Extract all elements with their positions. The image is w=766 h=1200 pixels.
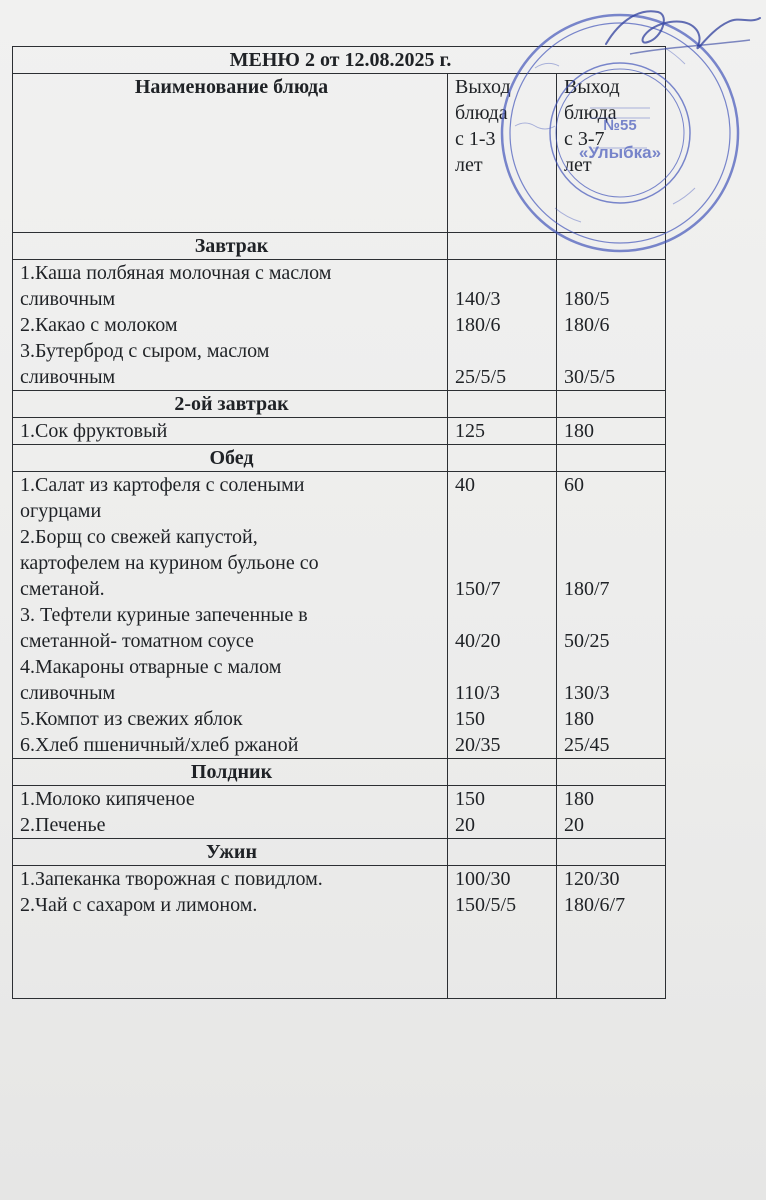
section-title: 2-ой завтрак xyxy=(13,391,448,418)
yield-value: 100/30 xyxy=(455,868,511,890)
yield-3-7-cell xyxy=(557,260,666,391)
section-title: Полдник xyxy=(13,759,448,786)
dish-line: 1.Запеканка творожная с повидлом. xyxy=(20,868,323,890)
yield-value: 150/7 xyxy=(455,578,501,600)
dish-row xyxy=(13,260,666,391)
yield-value: 150 xyxy=(455,708,485,730)
stamp-center-text: «Улыбка» xyxy=(578,143,662,162)
yield-value: 110/3 xyxy=(455,682,500,704)
yield-value xyxy=(564,654,661,680)
section-row xyxy=(13,445,666,472)
yield-3-7-cell xyxy=(557,786,666,839)
yield-1-3-cell xyxy=(448,472,557,759)
yield-3-7-cell xyxy=(557,418,666,445)
yield-value xyxy=(564,524,661,550)
dish-line: 3. Тефтели куриные запеченные в xyxy=(20,604,308,626)
dish-line: 1.Молоко кипяченое xyxy=(20,788,195,810)
yield-value: 180/6 xyxy=(455,314,501,336)
dish-names-cell xyxy=(13,866,448,999)
dish-line: 1.Сок фруктовый xyxy=(20,420,168,442)
dish-row xyxy=(13,418,666,445)
section-title: Ужин xyxy=(13,839,448,866)
yield-value: 180/7 xyxy=(564,578,610,600)
yield-value: 30/5/5 xyxy=(564,366,616,388)
yield-value xyxy=(455,602,552,628)
dish-line: 2.Борщ со свежей капустой, xyxy=(20,526,258,548)
dish-line: 4.Макароны отварные с малом xyxy=(20,656,282,678)
dish-line: 1.Салат из картофеля с солеными xyxy=(20,474,305,496)
dish-line: 3.Бутерброд с сыром, маслом xyxy=(20,340,270,362)
dish-line: 5.Компот из свежих яблок xyxy=(20,708,243,730)
dish-row xyxy=(13,786,666,839)
dish-names-cell xyxy=(13,472,448,759)
yield-value: 180/5 xyxy=(564,288,610,310)
dish-names-cell xyxy=(13,418,448,445)
section-empty-cell xyxy=(448,391,557,418)
dish-line: 2.Печенье xyxy=(20,814,106,836)
yield-value xyxy=(564,550,661,576)
yield-value xyxy=(455,260,552,286)
yield-value: 40 xyxy=(455,474,475,496)
yield-value: 180/6/7 xyxy=(564,894,626,916)
section-row xyxy=(13,839,666,866)
yield-value xyxy=(455,524,552,550)
dish-row xyxy=(13,866,666,999)
section-empty-cell xyxy=(557,759,666,786)
dish-line: сметаной. xyxy=(20,578,105,600)
section-empty-cell xyxy=(557,445,666,472)
yield-value: 150 xyxy=(455,788,485,810)
yield-value xyxy=(564,498,661,524)
yield-3-7-cell xyxy=(557,472,666,759)
dish-row xyxy=(13,472,666,759)
header-yield-1-3: Выход блюда с 1-3 лет xyxy=(448,74,557,233)
section-row xyxy=(13,759,666,786)
header-yield-3-7: Выход блюда с 3-7 лет xyxy=(557,74,666,233)
yield-value xyxy=(455,654,552,680)
dish-line: сметанной- томатном соусе xyxy=(20,630,254,652)
dish-line: сливочным xyxy=(20,366,116,388)
yield-value: 20 xyxy=(564,814,584,836)
yield-value xyxy=(564,260,661,286)
yield-value: 50/25 xyxy=(564,630,610,652)
yield-1-3-cell xyxy=(448,786,557,839)
dish-line: 1.Каша полбяная молочная с маслом xyxy=(20,262,332,284)
yield-value: 140/3 xyxy=(455,288,501,310)
section-row xyxy=(13,391,666,418)
signature xyxy=(600,0,766,80)
yield-value: 40/20 xyxy=(455,630,501,652)
section-empty-cell xyxy=(448,759,557,786)
yield-value: 180/6 xyxy=(564,314,610,336)
yield-value: 125 xyxy=(455,420,485,442)
dish-names-cell xyxy=(13,260,448,391)
section-empty-cell xyxy=(448,445,557,472)
dish-names-cell xyxy=(13,786,448,839)
section-empty-cell xyxy=(557,391,666,418)
yield-value: 180 xyxy=(564,788,594,810)
yield-1-3-cell xyxy=(448,866,557,999)
section-title: Завтрак xyxy=(13,233,448,260)
yield-value: 120/30 xyxy=(564,868,620,890)
yield-value xyxy=(564,602,661,628)
yield-value: 180 xyxy=(564,708,594,730)
yield-value xyxy=(564,338,661,364)
yield-1-3-cell xyxy=(448,418,557,445)
dish-line: 2.Какао с молоком xyxy=(20,314,178,336)
yield-value: 150/5/5 xyxy=(455,894,517,916)
dish-line: картофелем на курином бульоне со xyxy=(20,552,319,574)
yield-3-7-cell xyxy=(557,866,666,999)
yield-value: 25/45 xyxy=(564,734,610,756)
menu-title: МЕНЮ 2 от 12.08.2025 г. xyxy=(13,47,666,74)
yield-value: 20/35 xyxy=(455,734,501,756)
yield-value xyxy=(455,550,552,576)
yield-value: 20 xyxy=(455,814,475,836)
yield-value: 180 xyxy=(564,420,594,442)
section-empty-cell xyxy=(557,839,666,866)
section-title: Обед xyxy=(13,445,448,472)
yield-value: 60 xyxy=(564,474,584,496)
header-dish-name: Наименование блюда xyxy=(13,74,448,233)
menu-body xyxy=(13,233,666,999)
dish-line: сливочным xyxy=(20,288,116,310)
dish-line: огурцами xyxy=(20,500,102,522)
yield-value: 25/5/5 xyxy=(455,366,507,388)
dish-line: 6.Хлеб пшеничный/хлеб ржаной xyxy=(20,734,299,756)
yield-value: 130/3 xyxy=(564,682,610,704)
dish-line: 2.Чай с сахаром и лимоном. xyxy=(20,894,258,916)
yield-value xyxy=(455,498,552,524)
yield-1-3-cell xyxy=(448,260,557,391)
section-empty-cell xyxy=(448,839,557,866)
dish-line: сливочным xyxy=(20,682,116,704)
stamp-number: №55 xyxy=(603,117,637,134)
yield-value xyxy=(455,338,552,364)
